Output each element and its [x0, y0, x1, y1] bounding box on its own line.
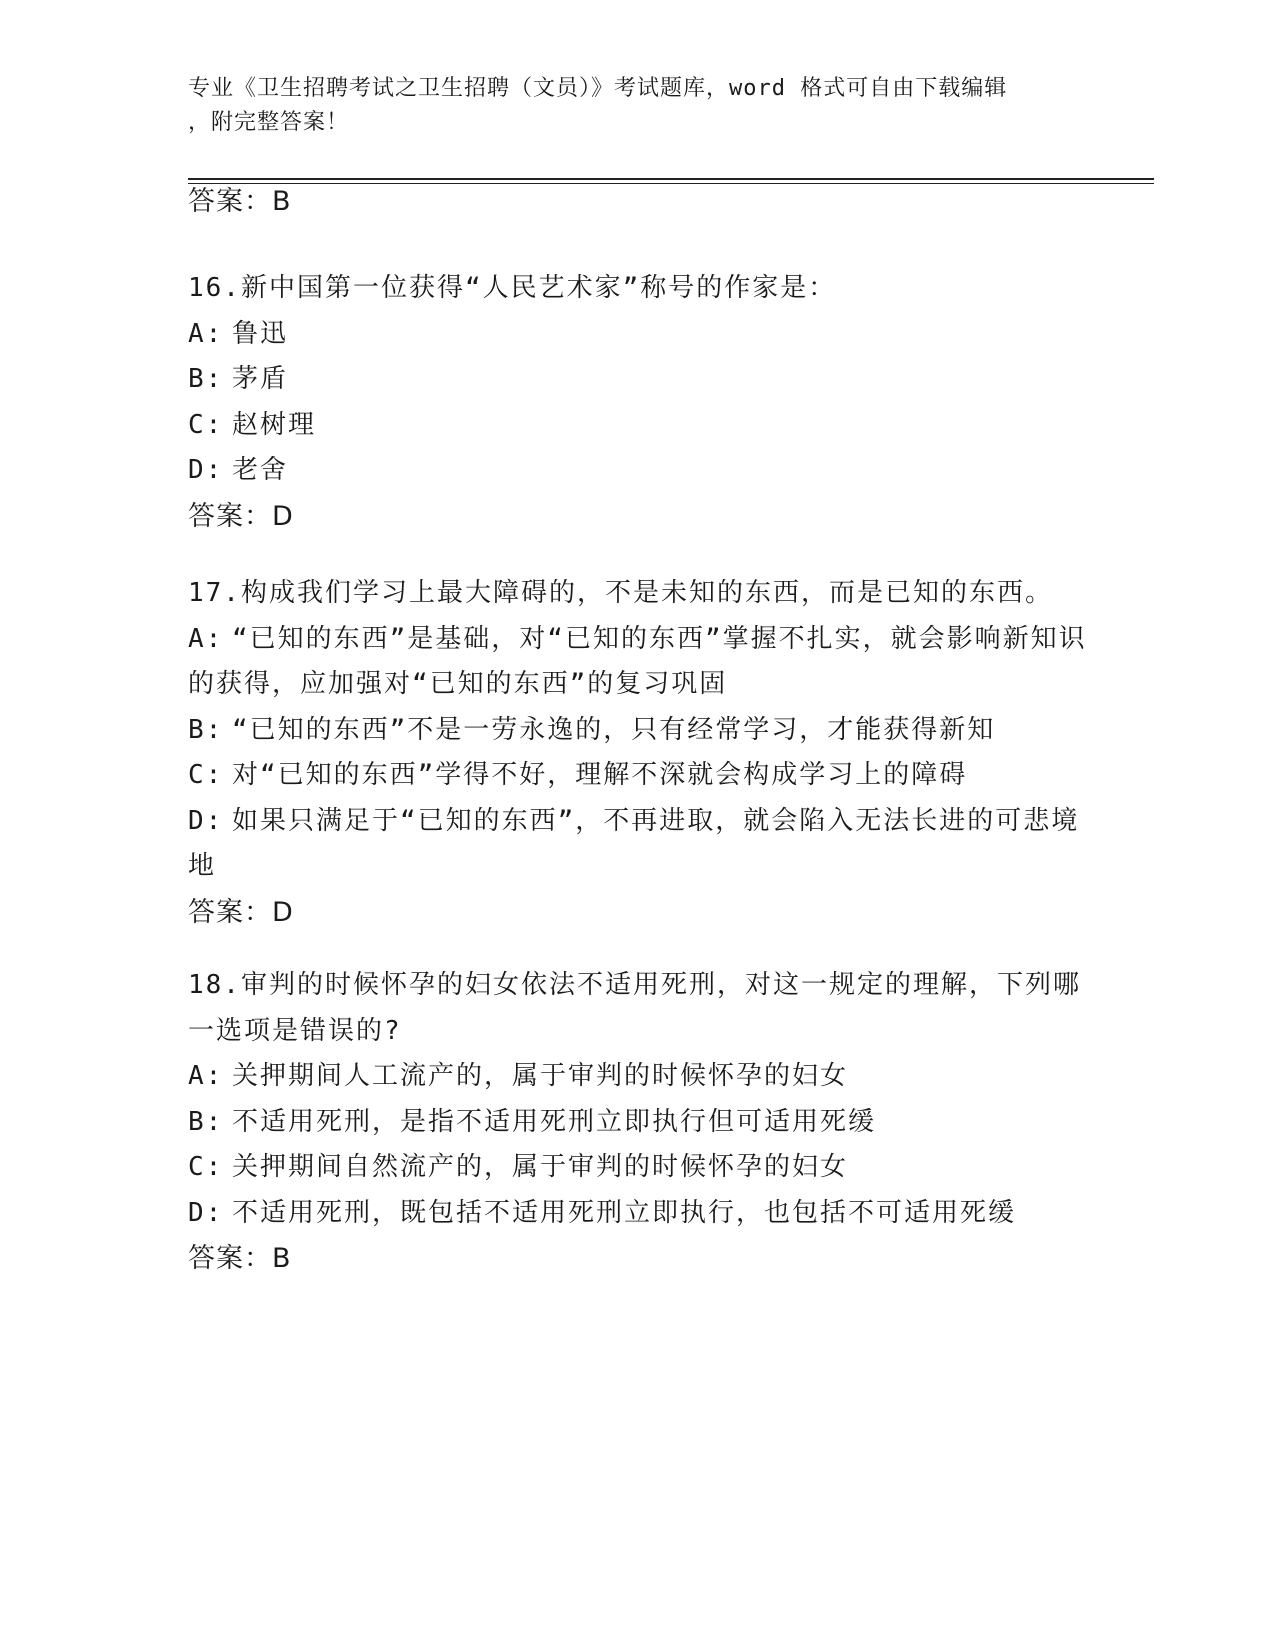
option-a: A: “已知的东西”是基础，对“已知的东西”掌握不扎实，就会影响新知识的获得，应加强对“已知的东西”的复习巩固: [188, 623, 1087, 699]
option-c: C: 赵树理: [188, 409, 317, 440]
question-text: 16.新中国第一位获得“人民艺术家”称号的作家是：: [188, 273, 837, 303]
option-b: B: 茅盾: [188, 364, 289, 394]
question-17: [188, 571, 1088, 935]
option-d: D: 不适用死刑，既包括不适用死刑立即执行，也包括不可适用死缓: [188, 1197, 1017, 1228]
answer: 答案：D: [188, 896, 294, 928]
answer: 答案：D: [188, 500, 294, 532]
option-c: C: 对“已知的东西”学得不好，理解不深就会构成学习上的障碍: [188, 760, 968, 790]
header-line-1: 专业《卫生招聘考试之卫生招聘（文员）》考试题库，word 格式可自由下载编辑: [188, 76, 1008, 101]
answer: 答案：B: [188, 1243, 292, 1274]
option-c: C: 关押期间自然流产的，属于审判的时候怀孕的妇女: [188, 1152, 849, 1182]
question-18: [188, 963, 1088, 1282]
header-line-2: ，附完整答案！: [188, 110, 350, 135]
question-text: 18.审判的时候怀孕的妇女依法不适用死刑，对这一规定的理解，下列哪一选项是错误的?: [188, 970, 1081, 1046]
option-b: B: “已知的东西”不是一劳永逸的，只有经常学习，才能获得新知: [188, 714, 996, 745]
question-16: [188, 266, 1088, 539]
document-header: [188, 72, 1088, 140]
question-text: 17.构成我们学习上最大障碍的，不是未知的东西，而是已知的东西。: [188, 578, 1053, 608]
option-a: A: 关押期间人工流产的，属于审判的时候怀孕的妇女: [188, 1061, 849, 1091]
previous-answer-block: [188, 179, 1088, 225]
option-a: A: 鲁迅: [188, 318, 289, 349]
option-b: B: 不适用死刑，是指不适用死刑立即执行但可适用死缓: [188, 1106, 877, 1137]
option-d: D: 如果只满足于“已知的东西”，不再进取，就会陷入无法长进的可悲境地: [188, 805, 1080, 881]
previous-answer: 答案：B: [188, 186, 292, 217]
option-d: D: 老舍: [188, 455, 289, 485]
